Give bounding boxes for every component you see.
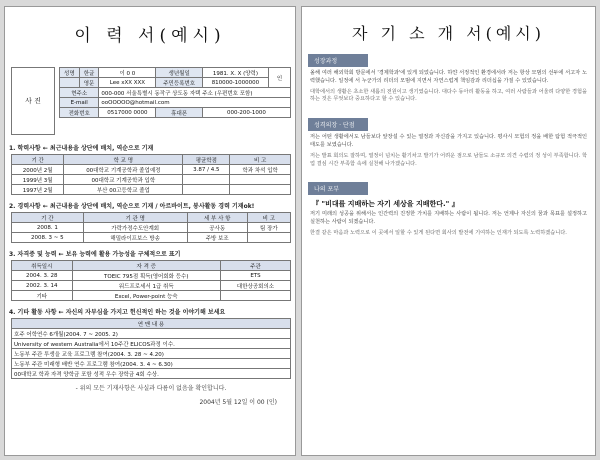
cell: 부산 00고등학교 졸업 [64, 185, 183, 195]
name-kr: 이 0 0 [99, 68, 156, 78]
cell: 2008. 3 ~ 5 [12, 233, 84, 243]
cell: 2008. 1 [12, 223, 84, 233]
photo-box: 사 진 [11, 67, 55, 135]
col-header: 학 교 명 [64, 155, 183, 165]
cell: 공사동 [187, 223, 247, 233]
cell: 호주 어학연수 6개월(2004. 7 ~ 2005. 2) [12, 329, 291, 339]
cell: 학과 차석 입학 [230, 165, 291, 175]
col-header: 기 간 [12, 213, 84, 223]
cell: 주방 보조 [187, 233, 247, 243]
paragraph: 한결 같은 마음과 노력으로 이 곳에서 일할 수 있게 된다면 회사의 발전에 기여하는 인재가 되도록 노력하겠습니다. [310, 229, 567, 236]
cell: Excel, Power-point 능숙 [72, 291, 220, 301]
info-label [60, 78, 80, 88]
motto-quote: 『 "비대를 지배하는 자기 세상을 지배한다." 』 [312, 200, 459, 209]
cell [183, 185, 230, 195]
section-band: 성격의장 · 단점 [308, 118, 368, 131]
cell: 해밀라이프보스 방송 [83, 233, 187, 243]
cell: University of western Australia에서 10주간 ELICOS과정 이수. [12, 339, 291, 349]
personal-info-table [59, 67, 291, 118]
info-label: 현주소 [60, 88, 99, 98]
info-sub: 영문 [79, 78, 99, 88]
cell: 2002. 3. 14 [12, 281, 73, 291]
cell: 가락가정수도안계회 [83, 223, 187, 233]
cell: 팀 장가 [247, 223, 290, 233]
cell: 노동부 주관 미래형 배반 연수 프로그램 참여(2004. 3. 4 ~ 6.30) [12, 359, 291, 369]
personal-info [11, 67, 291, 118]
cell: TOEIC 795점 획득(영어회화 등수) [72, 271, 220, 281]
career-table [11, 212, 291, 243]
info-label: 생년월일 [156, 68, 202, 78]
col-header: 주관 [220, 261, 290, 271]
col-header: 연 맨 내 용 [12, 319, 291, 329]
license-table [11, 260, 291, 301]
career-heading: 2. 경력사항 ← 최근내용을 상단에 배치, 역순으로 기재 / 아르바이트, 봉사활동 경력 기재ok! [9, 203, 255, 210]
col-header: 자 격 증 [72, 261, 220, 271]
seal-box: 인 [269, 68, 291, 88]
cell: 2004. 3. 28 [12, 271, 73, 281]
mobile: 000-200-1000 [202, 108, 290, 118]
cell: 노동부 주관 투생을 교육 프로그램 참여(2004. 3. 28 ~ 4.20) [12, 349, 291, 359]
education-table [11, 154, 291, 195]
cell: 2000년 2월 [12, 165, 64, 175]
info-label: 휴대폰 [156, 108, 202, 118]
email: ooOOOOO@hotmail.com [99, 98, 291, 108]
cell: 00대학교 기계공학과 졸업예정 [64, 165, 183, 175]
cell [220, 291, 290, 301]
cell [247, 233, 290, 243]
paragraph: 저는 발표 회의도 잘하며, 열정이 넘치는 활기차고 발기가 어려운 점으로 남들도 소규모 의견 수렴의 정 성이 부족합니다. 학업 결심 시간 부족함 속에 실천해 나가겠습니다. [310, 152, 587, 167]
confirmation-text: - 위의 모든 기재사항은 사실과 다름이 없음을 확인합니다. [75, 385, 227, 392]
activity-table [11, 318, 291, 379]
paragraph: 대학에서의 생활은 초소한 새롭의 전원이고 생기였습니다. 대다수 동아리 활동을 하고, 여러 사람들과 어울려 다양한 경험을 하는 것은 무엇보다 중요하다고 할 수 있습니다. [310, 88, 587, 103]
birthdate: 1981. X. X (양력) [202, 68, 268, 78]
paragraph: 저기 미래의 성공을 위해서는 인간력의 진정한 가치를 지배하는 사람이 됩니다. 저는 언제나 자신의 꿈과 목표를 설정하고 실천하는 사람이 되겠습니다. [310, 211, 587, 226]
resume-page [4, 6, 296, 456]
info-label: E-mail [60, 98, 99, 108]
license-heading: 3. 자격증 및 능력 ← 보유 능력에 활용 가능성을 구체적으로 표기 [9, 251, 181, 258]
cell: 00대학교 기계공학과 입학 [64, 175, 183, 185]
col-header: 세 부 사 항 [187, 213, 247, 223]
info-label: 전화번호 [60, 108, 99, 118]
paragraph: 올해 여러 해외학회 방문에서 '경제학과'에 있게 되었습니다. 하얀 서정적인 환경에서라 저는 항상 모범의 선두에 서고자 노력했습니다. 일정에 서 누군가의 리더의 모범에 지면서 자연스럽게 책임감과 리더십을 가질 수 있었습니다. [310, 70, 587, 84]
section-band: 성장과정 [308, 54, 368, 67]
cell: 3.87 / 4.5 [183, 165, 230, 175]
intro-page [301, 6, 596, 456]
cell: ETS [220, 271, 290, 281]
col-header: 기 관 명 [83, 213, 187, 223]
info-label: 주민등록번호 [156, 78, 202, 88]
cell: 기타 [12, 291, 73, 301]
cell [230, 185, 291, 195]
cell [230, 175, 291, 185]
col-header: 비 고 [247, 213, 290, 223]
name-en: Lee xXX XXX [99, 78, 156, 88]
col-header: 비 고 [230, 155, 291, 165]
intro-title: 자 기 소 개 서(예시) [351, 24, 546, 43]
col-header: 취득일시 [12, 261, 73, 271]
col-header: 평균학점 [183, 155, 230, 165]
address: 000-000 서울특별시 동작구 상도동 자택 주소 (우편번호 포함) [99, 88, 291, 98]
cell: 대한상공회의소 [220, 281, 290, 291]
cell: 00대학교 학과 자격 양학금 포함 성적 우수 장학금 4회 수상. [12, 369, 291, 379]
cell: 워드프로세서 1급 취득 [72, 281, 220, 291]
activity-heading: 4. 기타 활동 사항 ← 자신의 자부심을 가지고 헌신적인 하는 것을 이야기해 보세요 [9, 309, 226, 316]
signature-date: 2004년 5월 12일 이 00 (인) [199, 399, 277, 406]
phone: 0517000 0000 [99, 108, 156, 118]
section-band: 나의 포부 [308, 182, 368, 195]
cell: 1997년 2월 [12, 185, 64, 195]
cell [183, 175, 230, 185]
info-sub: 한글 [79, 68, 99, 78]
education-heading: 1. 학력사항 ← 최근내용을 상단에 배치, 역순으로 기재 [9, 145, 154, 152]
cell: 1999년 3월 [12, 175, 64, 185]
paragraph: 저는 어떤 생활에서도 남들보다 앞장설 수 있는 열정과 자신감을 가지고 있습니다. 평사시 모험의 정을 배한 탐험 적극적인 태도를 보였습니다. [310, 134, 587, 148]
id-number: 810000-1000000 [202, 78, 268, 88]
col-header: 기 간 [12, 155, 64, 165]
info-label: 성명 [60, 68, 80, 78]
resume-title: 이 력 서(예시) [74, 26, 226, 46]
